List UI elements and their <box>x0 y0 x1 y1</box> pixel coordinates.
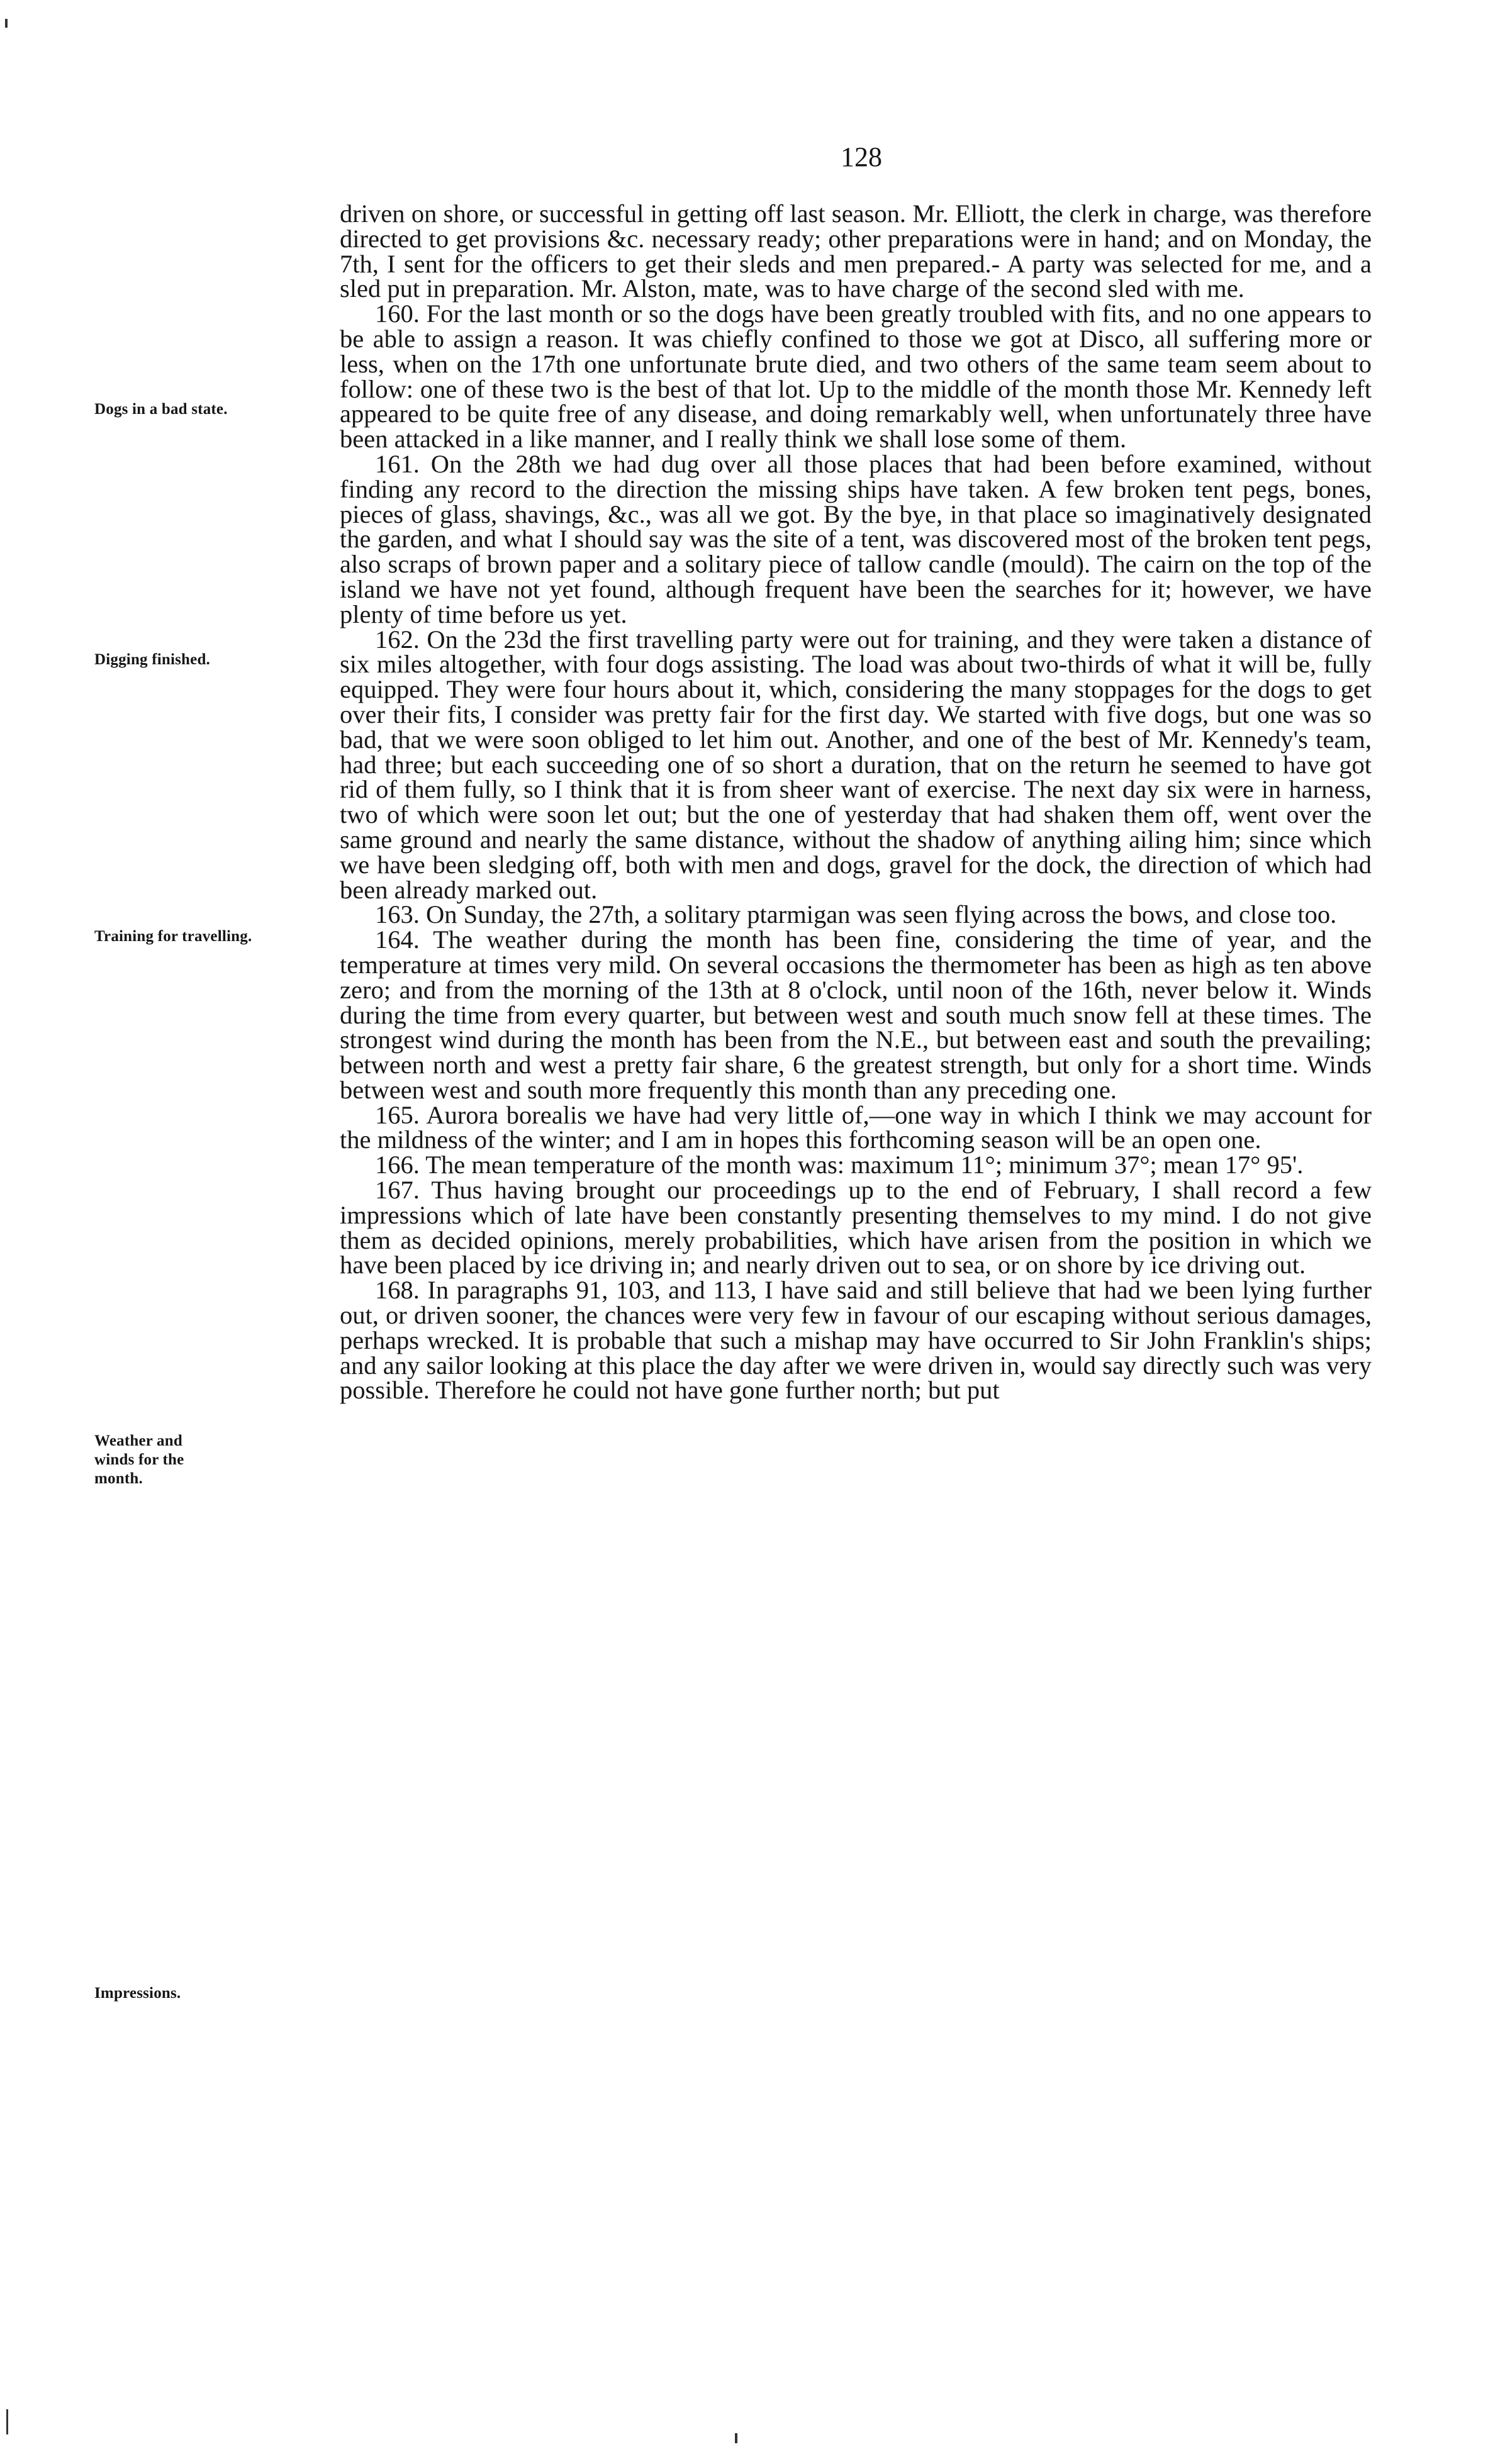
paragraph-160: 160. For the last month or so the dogs have been greatly troubled with fits, and no one appears to be able to assign a reason. It was chiefly confined to those we got at Disco, all suffering more or less, when on the 17th one unfortunate brute died, and two others of the same team seem about to follow: one of these two is the best of that lot. Up to the middle of the month those Mr. Kennedy left appeared to be quite free of any disease, and doing remarkably well, when unfortunately three have been attacked in a like manner, and I really think we shall lose some of them. <box>340 299 1372 454</box>
paragraph-continuation: driven on shore, or successful in getting off last season. Mr. Elliott, the clerk in charge, was therefore directed to get provisions &c. necessary ready; other preparations were in hand; and on Monday, the 7th, I sent for the officers to get their sleds and men prepared.- A party was selected for me, and a sled put in preparation. Mr. Alston, mate, was to have charge of the second sled with me. <box>340 199 1372 303</box>
paragraph-161: 161. On the 28th we had dug over all those places that had been before examined, without finding any record to the direction the missing ships have taken. A few broken tent pegs, bones, pieces of glass, shavings, &c., was all we got. By the bye, in that place so imaginatively designated the garden, and what I should say was the site of a tent, was discovered most of the broken tent pegs, also scraps of brown paper and a solitary piece of tallow candle (mould). The cairn on the top of the island we have not yet found, although frequent have been the searches for it; however, we have plenty of time before us yet. <box>340 449 1372 628</box>
paragraph-163: 163. On Sunday, the 27th, a solitary ptarmigan was seen flying across the bows, and close too. <box>375 900 1337 929</box>
paragraph-167: 167. Thus having brought our proceedings up to the end of February, I shall record a few impressions which of late have been constantly presenting themselves to my mind. I do not give them as decided opinions, merely probabilities, which have arisen from the position in which we have been placed by ice driving in; and nearly driven out to sea, or on shore by ice driving out. <box>340 1176 1372 1279</box>
paragraph-166: 166. The mean temperature of the month was: maximum 11°; minimum 37°; mean 17° 95'. <box>375 1151 1304 1179</box>
page-number: 128 <box>841 142 882 172</box>
margin-note-impressions: Impressions. <box>94 1985 181 2002</box>
margin-note-digging: Digging finished. <box>94 651 211 668</box>
paragraph-165: 165. Aurora borealis we have had very little of,—one way in which I think we may account for the mildness of the winter; and I am in hopes this forthcoming season will be an open one. <box>340 1100 1372 1154</box>
margin-note-training: Training for travelling. <box>94 928 252 945</box>
margin-note-weather: Weather and winds for the month. <box>94 1432 184 1487</box>
scan-mark-bottom-left <box>6 2409 8 2434</box>
paragraph-162: 162. On the 23d the first travelling party were out for training, and they were taken a distance of six miles altogether, with four dogs assisting. The load was about two-thirds of what it will be, fully equipped. They were four hours about it, which, considering the many stoppages for the dogs to get over their fits, I consider was pretty fair for the first day. We started with five dogs, but one was so bad, that we were soon obliged to let him out. Another, and one of the best of Mr. Kennedy's team, had three; but each succeeding one of so short a duration, that on the return he seemed to have got rid of them fully, so I think that it is from sheer want of exercise. The next day six were in harness, two of which were soon let out; but the one of yesterday that had shaken them off, went over the same ground and nearly the same distance, without the shadow of anything ailing him; since which we have been sledging off, both with men and dogs, gravel for the dock, the direction of which had been already marked out. <box>340 625 1372 904</box>
paragraph-168: 168. In paragraphs 91, 103, and 113, I have said and still believe that had we been lying further out, or driven sooner, the chances were very few in favour of our escaping without serious damages, perhaps wrecked. It is probable that such a mishap may have occurred to Sir John Franklin's ships; and any sailor looking at this place the day after we were driven in, would say directly such was very possible. Therefore he could not have gone further north; but put <box>340 1276 1372 1405</box>
body-text <box>340 201 1372 1403</box>
scan-mark-top-left <box>5 19 8 28</box>
margin-note-dogs: Dogs in a bad state. <box>94 401 228 418</box>
scan-mark-bottom <box>735 2433 737 2443</box>
paragraph-164: 164. The weather during the month has been fine, considering the time of year, and the temperature at times very mild. On several occasions the thermometer has been as high as ten above zero; and from the morning of the 13th at 8 o'clock, until noon of the 16th, never below it. Winds during the time from every quarter, but between west and south much snow fell at these times. The strongest wind during the month has been from the N.E., but between east and south the prevailing; between north and west a pretty fair share, 6 the greatest strength, but only for a short time. Winds between west and south more frequently this month than any preceding one. <box>340 925 1372 1104</box>
